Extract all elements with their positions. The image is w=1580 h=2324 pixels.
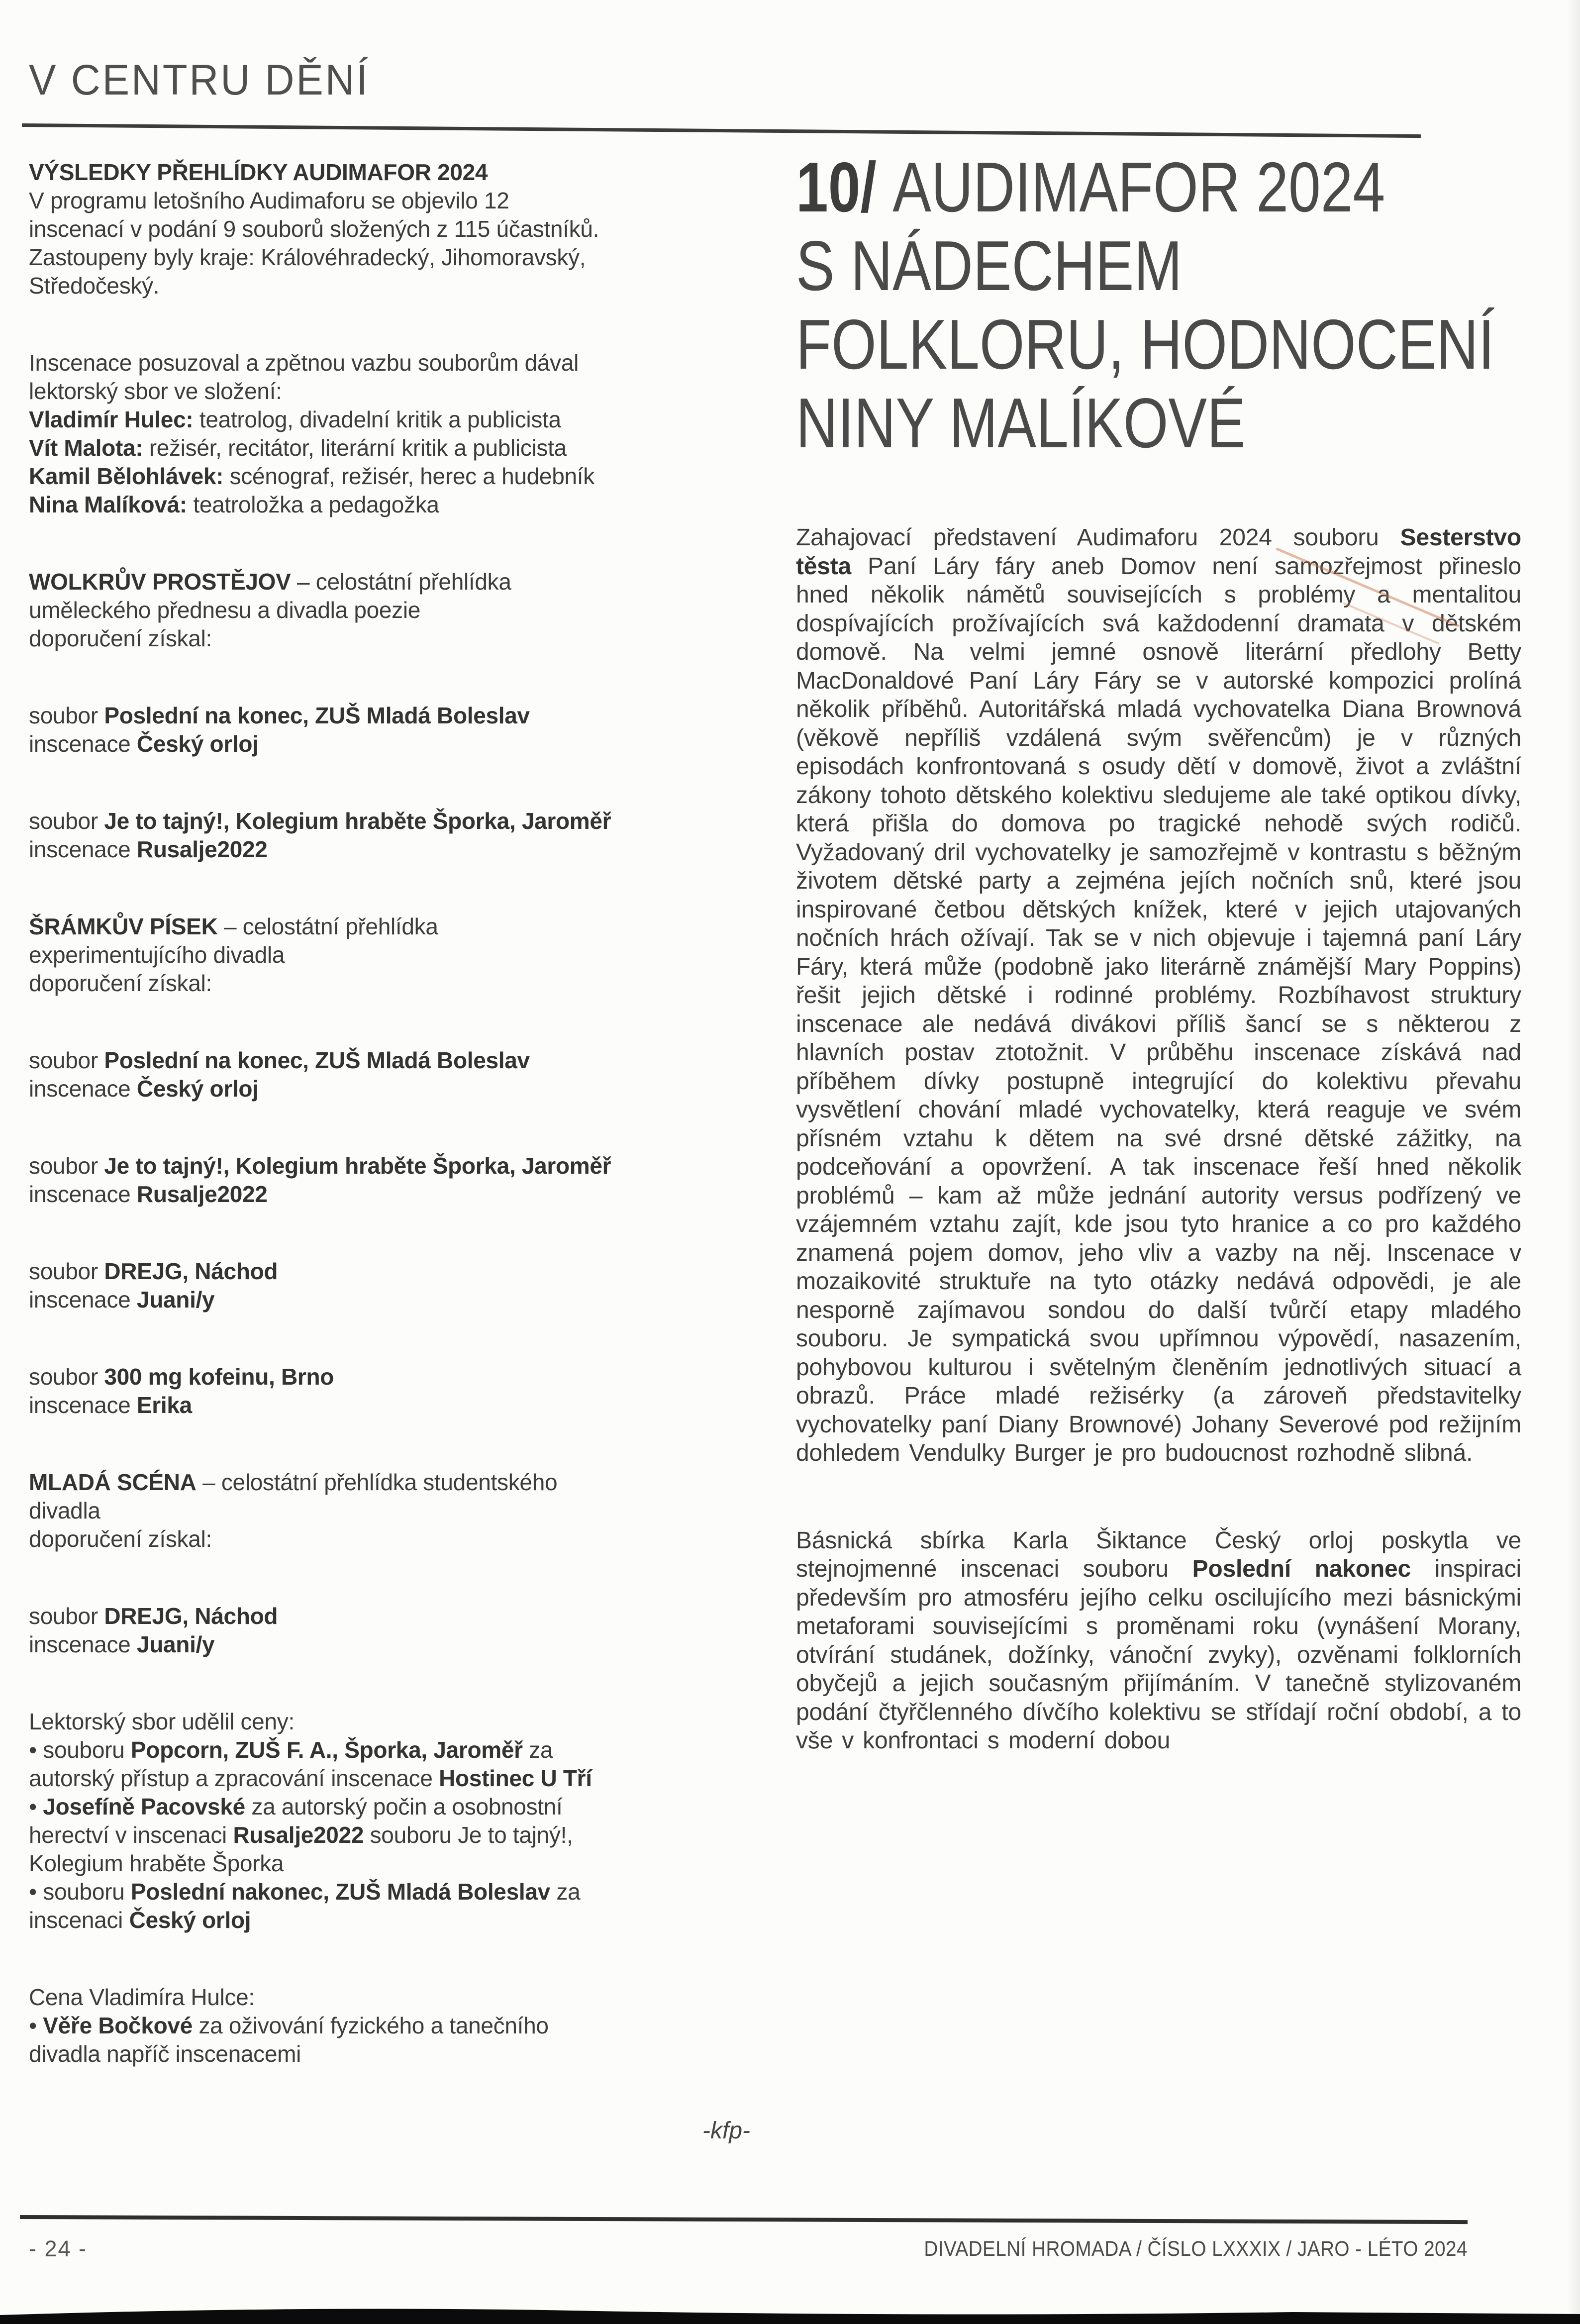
results-block bbox=[29, 349, 750, 519]
text-line bbox=[29, 568, 750, 596]
text: za autorský počin a osobnostní bbox=[245, 1794, 563, 1819]
text: soubor bbox=[29, 1047, 104, 1073]
text-line bbox=[29, 1286, 750, 1314]
text: souboru Je to tajný!, bbox=[364, 1822, 573, 1848]
text-line bbox=[29, 969, 750, 998]
text: autorský přístup a zpracování inscenace bbox=[29, 1765, 439, 1791]
bold-text: Rusalje2022 bbox=[136, 1181, 268, 1207]
text: Inscenace posuzoval a zpětnou vazbu souborům dával bbox=[29, 350, 579, 376]
results-block bbox=[29, 912, 750, 998]
text: inscenace bbox=[29, 1181, 137, 1207]
results-block bbox=[29, 1983, 750, 2068]
text: S NÁDECHEM bbox=[796, 226, 1183, 305]
bold-text: DREJG, Náchod bbox=[104, 1258, 278, 1284]
text-line bbox=[29, 349, 750, 377]
text: FOLKLORU, HODNOCENÍ bbox=[796, 305, 1494, 384]
results-block bbox=[29, 1257, 750, 1314]
text: experimentujícího divadla bbox=[29, 942, 285, 968]
text: inscenace bbox=[29, 1631, 137, 1657]
text-line bbox=[29, 187, 750, 215]
bold-text: DREJG, Náchod bbox=[104, 1603, 278, 1629]
text-line bbox=[29, 1363, 750, 1391]
bold-text: 10/ bbox=[796, 148, 893, 227]
text: inscenace bbox=[29, 731, 137, 757]
text: soubor bbox=[29, 1603, 104, 1629]
bold-text: Je to tajný!, Kolegium hraběte Šporka, Jaroměř bbox=[104, 808, 611, 834]
article-title bbox=[796, 148, 1521, 463]
signature-kfp: -kfp- bbox=[702, 2118, 750, 2144]
text: doporučení získal: bbox=[29, 1526, 212, 1552]
bold-text: Nina Malíková: bbox=[29, 492, 187, 517]
bold-text: Poslední nakonec bbox=[1192, 1556, 1411, 1582]
text-line bbox=[29, 405, 750, 434]
text-line bbox=[29, 702, 750, 730]
text: inspiraci především pro atmosféru jejího celku oscilujícího mezi básnickými metaforami souvisejícími s proměnami roku (vynášení Morany, otvírání studánek, dožínky, vánoční zvyky), ozvěnami folklorních obyčejů a jejich současným přijímáním. V tanečně stylizovaném podání čtyřčlenného dívčího kolektivu se střídají roční období, a to vše v konfrontaci s moderní dobou bbox=[796, 1556, 1521, 1754]
text: • bbox=[29, 1794, 43, 1819]
bold-text: Rusalje2022 bbox=[136, 836, 268, 862]
text-line bbox=[29, 1764, 750, 1793]
footer-rule bbox=[20, 2215, 1468, 2224]
text-line bbox=[29, 1708, 750, 1736]
text-line bbox=[29, 835, 750, 864]
results-block bbox=[29, 568, 750, 653]
text: inscenace bbox=[29, 1392, 137, 1418]
text-line bbox=[29, 158, 750, 187]
text: za bbox=[550, 1879, 581, 1905]
text-line bbox=[29, 377, 750, 405]
text-line bbox=[29, 807, 750, 835]
text-line bbox=[29, 1391, 750, 1419]
text: inscenace bbox=[29, 1287, 137, 1313]
text: lektorský sbor ve složení: bbox=[29, 378, 282, 404]
masthead-rule bbox=[22, 123, 1421, 138]
text: inscenace bbox=[29, 836, 137, 862]
results-block bbox=[29, 1046, 750, 1103]
section-masthead: V CENTRU DĚNÍ bbox=[29, 56, 370, 104]
text: režisér, recitátor, literární kritik a publicista bbox=[143, 435, 567, 461]
text: Zahajovací představení Audimaforu 2024 souboru bbox=[796, 524, 1400, 551]
text: za oživování fyzického a tanečního bbox=[192, 2013, 549, 2038]
results-block bbox=[29, 1468, 750, 1553]
text: – celostátní přehlídka bbox=[217, 913, 438, 939]
results-block bbox=[29, 807, 750, 864]
journal-footer-label: DIVADELNÍ HROMADA / ČÍSLO LXXXIX / JARO - LÉTO 2024 bbox=[924, 2237, 1468, 2261]
text: soubor bbox=[29, 1153, 104, 1179]
page-number-label: - 24 - bbox=[29, 2236, 88, 2261]
bold-text: Hostinec U Tří bbox=[439, 1765, 592, 1791]
text: teatroložka a pedagožka bbox=[187, 492, 439, 517]
text: inscenace bbox=[29, 1076, 137, 1102]
bold-text: 300 mg kofeinu, Brno bbox=[104, 1364, 334, 1390]
text-line bbox=[29, 1257, 750, 1286]
results-block bbox=[29, 702, 750, 758]
text: • bbox=[29, 2013, 43, 2038]
bold-text: Poslední nakonec, ZUŠ Mladá Boleslav bbox=[130, 1879, 550, 1905]
results-block bbox=[29, 1363, 750, 1419]
right-column-article bbox=[796, 148, 1521, 1755]
bold-text: Český orloj bbox=[136, 731, 259, 757]
left-column-results bbox=[29, 158, 750, 2144]
text: inscenací v podání 9 souborů složených z 115 účastníků. bbox=[29, 216, 599, 242]
results-blocks bbox=[29, 158, 750, 2068]
text: za bbox=[522, 1737, 553, 1763]
text-line bbox=[29, 1468, 750, 1497]
article-paragraph bbox=[796, 1526, 1521, 1755]
text: doporučení získal: bbox=[29, 970, 212, 996]
text-line bbox=[29, 730, 750, 758]
text: uměleckého přednesu a divadla poezie bbox=[29, 597, 421, 623]
text: Zastoupeny byly kraje: Královéhradecký, Jihomoravský, bbox=[29, 244, 586, 270]
bold-text: VÝSLEDKY PŘEHLÍDKY AUDIMAFOR 2024 bbox=[29, 159, 488, 185]
text: Cena Vladimíra Hulce: bbox=[29, 1984, 255, 2010]
text: • souboru bbox=[29, 1737, 131, 1763]
text-line bbox=[29, 2040, 750, 2068]
text-line bbox=[29, 1602, 750, 1630]
text-line bbox=[29, 1878, 750, 1906]
text: divadla bbox=[29, 1498, 100, 1523]
text: Básnická sbírka Karla Šiktance Český orloj poskytla ve stejnojmenné inscenaci souboru bbox=[796, 1527, 1521, 1582]
text-line bbox=[29, 243, 750, 272]
text-line bbox=[29, 434, 750, 462]
text-line bbox=[29, 624, 750, 653]
text: V programu letošního Audimaforu se objevilo 12 bbox=[29, 188, 509, 213]
text: Kolegium hraběte Šporka bbox=[29, 1850, 284, 1876]
results-block bbox=[29, 158, 750, 300]
text-line bbox=[796, 384, 1391, 463]
text: soubor bbox=[29, 1364, 104, 1390]
bold-text: Vladimír Hulec: bbox=[29, 406, 194, 432]
bold-text: Erika bbox=[136, 1392, 192, 1418]
text-line bbox=[29, 1497, 750, 1525]
text: – celostátní přehlídka bbox=[291, 569, 511, 595]
text-line bbox=[29, 272, 750, 300]
text: Lektorský sbor udělil ceny: bbox=[29, 1709, 295, 1734]
results-block bbox=[29, 1602, 750, 1659]
bold-text: Český orloj bbox=[129, 1907, 251, 1933]
text: divadla napříč inscenacemi bbox=[29, 2041, 301, 2067]
bold-text: Rusalje2022 bbox=[233, 1822, 364, 1848]
bold-text: Juani/y bbox=[136, 1287, 215, 1313]
bold-text: Popcorn, ZUŠ F. A., Šporka, Jaroměř bbox=[130, 1737, 523, 1763]
article-body bbox=[796, 523, 1521, 1755]
bold-text: Josefíně Pacovské bbox=[43, 1794, 245, 1819]
text-line bbox=[29, 2012, 750, 2040]
text: soubor bbox=[29, 703, 104, 728]
text: NINY MALÍKOVÉ bbox=[796, 384, 1246, 463]
text-line bbox=[29, 215, 750, 243]
bold-text: Je to tajný!, Kolegium hraběte Šporka, Jaroměř bbox=[104, 1153, 611, 1179]
text: – celostátní přehlídka studentského bbox=[196, 1469, 558, 1495]
page-right-shade bbox=[1567, 0, 1580, 2324]
bold-text: Poslední na konec, ZUŠ Mladá Boleslav bbox=[104, 703, 530, 728]
text-line bbox=[29, 941, 750, 969]
text-line bbox=[29, 1075, 750, 1103]
bold-text: Sesterstvo těsta bbox=[796, 524, 1521, 580]
text-line bbox=[29, 596, 750, 624]
bold-text: Poslední na konec, ZUŠ Mladá Boleslav bbox=[104, 1047, 530, 1073]
text-line bbox=[29, 1046, 750, 1075]
results-block bbox=[29, 1708, 750, 1934]
text-line bbox=[29, 462, 750, 491]
text-line bbox=[29, 1906, 750, 1934]
text: scénograf, režisér, herec a hudebník bbox=[223, 463, 594, 489]
text: herectví v inscenaci bbox=[29, 1822, 233, 1848]
text-line bbox=[29, 1152, 750, 1180]
text-line bbox=[796, 148, 1391, 227]
scan-bottom-edge bbox=[0, 2304, 1580, 2324]
text: doporučení získal: bbox=[29, 625, 212, 651]
text-line bbox=[29, 1736, 750, 1764]
bold-text: Juani/y bbox=[136, 1631, 215, 1657]
text-line bbox=[29, 1983, 750, 2012]
text: soubor bbox=[29, 808, 104, 834]
text: • souboru bbox=[29, 1879, 131, 1905]
text: teatrolog, divadelní kritik a publicista bbox=[193, 406, 561, 432]
text-line bbox=[29, 1630, 750, 1659]
bold-text: MLADÁ SCÉNA bbox=[29, 1469, 197, 1495]
text-line bbox=[29, 1821, 750, 1849]
bold-text: Český orloj bbox=[136, 1076, 259, 1102]
bold-text: ŠRÁMKŮV PÍSEK bbox=[29, 913, 218, 939]
text-line bbox=[29, 1849, 750, 1878]
results-block bbox=[29, 1152, 750, 1209]
text: Paní Láry fáry aneb Domov není samozřejmost přineslo hned několik námětů souvisejících s problémy a mentalitou dospívajících prožívajících svá každodenní dramata v dětském domově. Na velmi jemné osnově literární předlohy Betty MacDonaldové Paní Láry Fáry se v autorské kompozici prolíná několik příběhů. Autoritářská mladá vychovatelka Diana Brownová (věkově nepříliš vzdálená svým svěřencům) je v různých episodách konfrontovaná s osudy dětí v domově, život a zvláštní zákony tohoto dětského kolektivu sledujeme ale také optikou dívky, která přišla do domova po tragické nehodě svých rodičů. Vyžadovaný dril vychovatelky je samozřejmě v kontrastu s běžným životem dětské party a zejména jejích nočních snů, které jsou inspirované četbou dětských knížek, které v jejich utajovaných nočních hrách ožívají. Tak se v nich objevuje i tajemná paní Láry Fáry, která může (podobně jako literárně známější Mary Poppins) řešit jejich dětské i rodinné problémy. Rozbíhavost struktury inscenace ale nedává divákovi příliš šancí se s některou z hlavních postav ztotožnit. V průběhu inscenace získává nad příběhem dívky postupně integrující do kolektivu převahu vysvětlení chování mladé vychovatelky, která reaguje ve svém přísném vztahu k dětem na své drsné dětské zážitky, na podceňování a opovržení. A tak inscenace řeší hned několik problémů – kam až může jednání autority versus podřízený ve vzájemném vztahu zajít, kde jsou tyto hranice a co pro každého znamená pojem domov, jeho vliv a vazby na něj. Inscenace v mozaikovité struktuře na tyto otázky nedává odpovědi, je ale nesporně zajímavou sondou do další tvůrčí etapy mladého souboru. Je sympatická svou upřímnou výpovědí, nasazením, pohybovou kulturou i světelným členěním jednotlivých situací a obrazů. Práce mladé režisérky (a zároveň představitelky vychovatelky paní Diany Brownové) Johany Severové pod režijním dohledem Vendulky Burger je pro budoucnost rozhodně slibná. bbox=[796, 553, 1521, 1466]
text: inscenaci bbox=[29, 1907, 129, 1933]
bold-text: Vít Malota: bbox=[29, 435, 143, 461]
text-line bbox=[29, 912, 750, 941]
text-line bbox=[796, 305, 1494, 384]
bold-text: WOLKRŮV PROSTĚJOV bbox=[29, 569, 291, 595]
text: Středočeský. bbox=[29, 273, 160, 299]
text: AUDIMAFOR 2024 bbox=[892, 148, 1385, 227]
text-line bbox=[29, 1180, 750, 1209]
text-line bbox=[29, 491, 750, 519]
bold-text: Kamil Bělohlávek: bbox=[29, 463, 224, 489]
text: soubor bbox=[29, 1258, 104, 1284]
text-line bbox=[29, 1793, 750, 1821]
bold-text: Věře Bočkové bbox=[43, 2013, 193, 2038]
text-line bbox=[796, 227, 1391, 305]
article-paragraph bbox=[796, 523, 1521, 1468]
text-line bbox=[29, 1525, 750, 1553]
